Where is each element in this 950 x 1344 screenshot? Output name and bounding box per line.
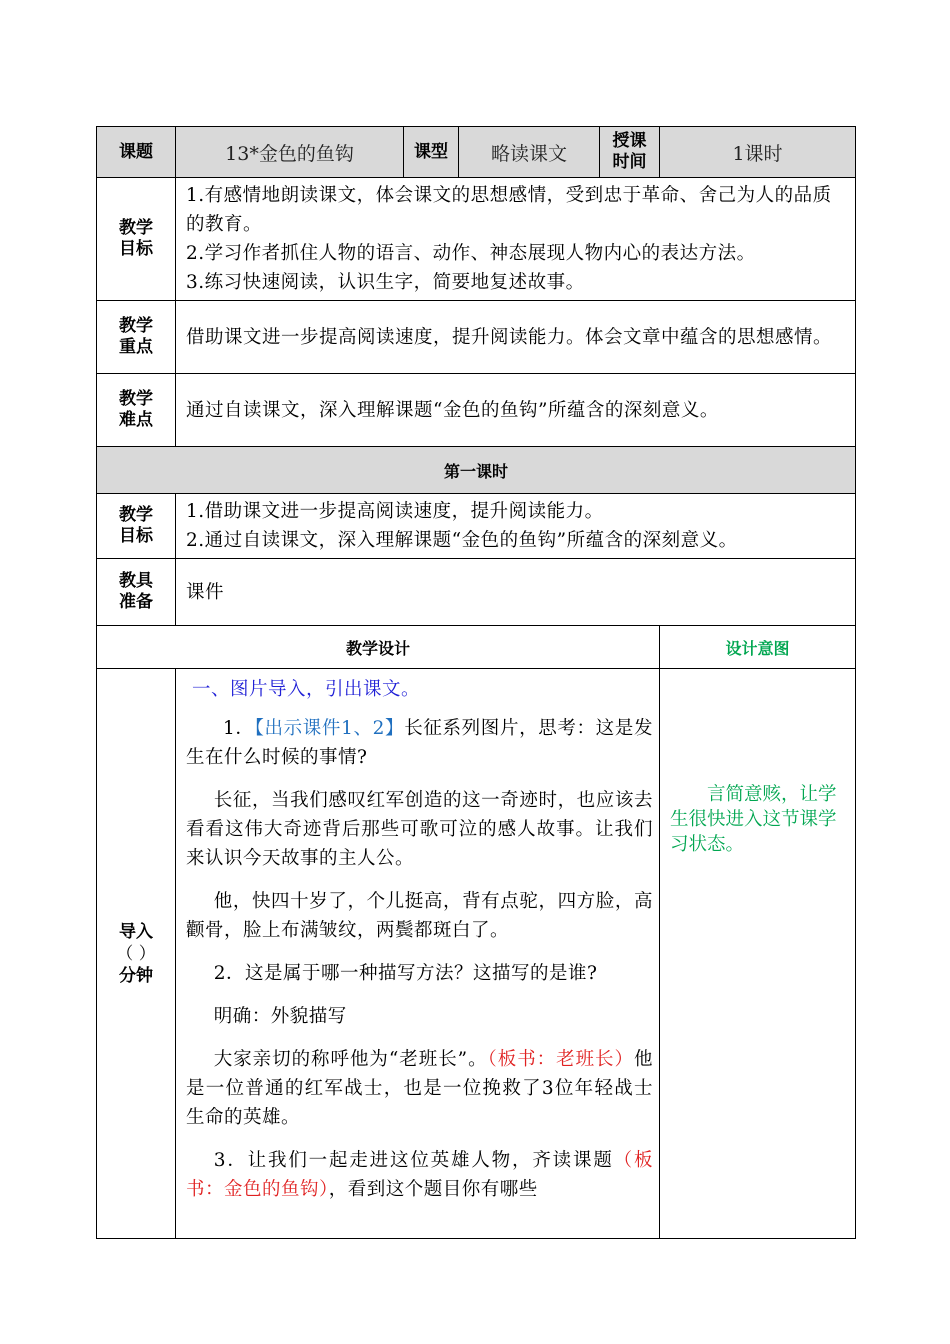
key-points-label <box>97 301 176 374</box>
p6-board-note: （板书：老班长） <box>487 1049 634 1070</box>
difficulties-content: 通过自读课文，深入理解课题“金色的鱼钩”所蕴含的深刻意义。 <box>176 374 856 447</box>
p1-text: 长征系列图片，思考：这是发生在什么时候的事情? <box>186 718 653 768</box>
key-points-row <box>97 301 856 374</box>
intro-intent <box>660 669 856 1239</box>
design-head: 教学设计 <box>97 626 660 669</box>
lesson1-goals-content <box>176 494 856 559</box>
lesson1-goals-label <box>97 494 176 559</box>
intro-paragraph-6 <box>186 1045 653 1132</box>
goals-content <box>176 178 856 301</box>
p1-courseware: 【出示课件1、2】 <box>254 718 405 739</box>
intro-paragraph-2: 长征，当我们感叹红军创造的这一奇迹时，也应该去看看这伟大奇迹背后那些可歌可泣的感人故事。让我们来认识今天故事的主人公。 <box>186 790 653 869</box>
lesson1-title-row <box>97 447 856 494</box>
tools-row <box>97 559 856 626</box>
difficulties-row <box>97 374 856 447</box>
topic-value: 13*金色的鱼钩 <box>176 127 404 178</box>
type-label: 课型 <box>404 127 459 178</box>
goal-line-3: 3.练习快速阅读，认识生字，简要地复述故事。 <box>186 272 585 293</box>
intro-paragraph-3: 他，快四十岁了，个儿挺高，背有点驼，四方脸，高颧骨，脸上布满皱纹，两鬓都斑白了。 <box>186 891 653 941</box>
intro-paragraph-1 <box>186 714 653 772</box>
p7-text-b: ，看到这个题目你有哪些 <box>328 1179 538 1200</box>
time-label-text: 授课时间 <box>612 131 647 172</box>
intro-side-label <box>97 669 176 1239</box>
p1-number: 1． <box>223 718 255 739</box>
tools-content: 课件 <box>176 559 856 626</box>
lesson1-goals-label-text: 教学目标 <box>119 505 153 546</box>
lesson1-goal-line-1: 1.借助课文进一步提高阅读速度，提升阅读能力。 <box>186 501 604 522</box>
intro-paragraph-5: 明确：外貌描写 <box>213 1006 347 1027</box>
intro-side-top: 导入 <box>119 921 153 942</box>
goal-line-1: 1.有感情地朗读课文，体会课文的思想感情，受到忠于革命、舍己为人的品质的教育。 <box>186 185 832 235</box>
p6-text-a: 大家亲切的称呼他为“老班长”。 <box>213 1049 488 1070</box>
p6-text-b: 他是一位普通的红军战士，也是一位挽救了3位年轻战士生命的英雄。 <box>186 1049 653 1128</box>
p7-board-note: （板书：金色的鱼钩） <box>186 1150 653 1200</box>
intro-paragraph-7 <box>186 1146 653 1204</box>
time-value: 1课时 <box>660 127 856 178</box>
type-value: 略读课文 <box>459 127 600 178</box>
design-header-row <box>97 626 856 669</box>
intro-intent-text: 言简意赅，让学生很快进入这节课学习状态。 <box>670 784 837 855</box>
goals-label-text: 教学目标 <box>119 218 153 259</box>
goal-line-2: 2.学习作者抓住人物的语言、动作、神态展现人物内心的表达方法。 <box>186 243 756 264</box>
topic-label: 课题 <box>97 127 176 178</box>
difficulties-label-text: 教学难点 <box>119 389 153 430</box>
intro-paragraph-4: 2．这是属于哪一种描写方法？这描写的是谁? <box>213 963 598 984</box>
intro-heading: 一、图片导入，引出课文。 <box>192 679 421 700</box>
goals-label <box>97 178 176 301</box>
tools-label-text: 教具准备 <box>119 571 153 612</box>
lesson1-goal-line-2: 2.通过自读课文，深入理解课题“金色的鱼钩”所蕴含的深刻意义。 <box>186 530 738 551</box>
key-points-content: 借助课文进一步提高阅读速度，提升阅读能力。体会文章中蕴含的思想感情。 <box>176 301 856 374</box>
p7-text-a: 3．让我们一起走进这位英雄人物，齐读课题 <box>213 1150 614 1171</box>
time-label <box>600 127 660 178</box>
header-row <box>97 127 856 178</box>
intro-row <box>97 669 856 1239</box>
key-points-label-text: 教学重点 <box>119 316 153 357</box>
lesson1-goals-row <box>97 494 856 559</box>
goals-row <box>97 178 856 301</box>
intro-design-content <box>176 669 660 1239</box>
lesson1-title: 第一课时 <box>97 447 856 494</box>
intro-side-bottom: 分钟 <box>119 965 153 986</box>
intro-side-paren: （ ） <box>116 943 156 964</box>
lesson-plan-table <box>96 126 856 1239</box>
intent-head: 设计意图 <box>660 626 856 669</box>
tools-label <box>97 559 176 626</box>
difficulties-label <box>97 374 176 447</box>
